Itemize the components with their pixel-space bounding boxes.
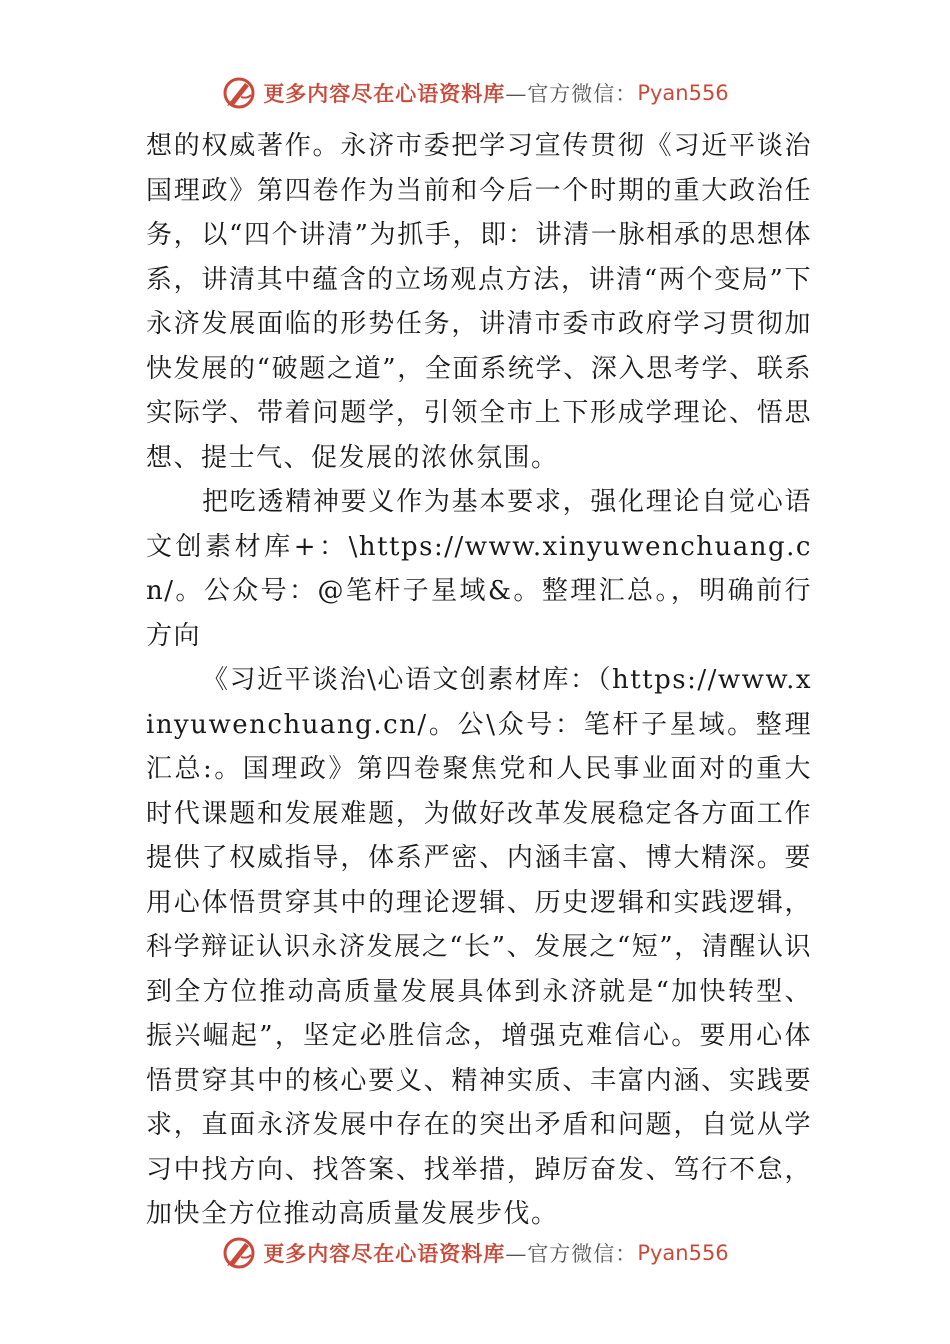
pen-seal-logo-icon xyxy=(221,1235,257,1271)
footer-banner xyxy=(0,1228,950,1278)
paragraph-requirement: 把吃透精神要义作为基本要求，强化理论自觉心语文创素材库+：\https://www.xinyuwenchuang.cn/。公众号：@笔杆子星域&。整理汇总。，明确前行方向 xyxy=(146,487,812,651)
banner-wechat-id: Pyan556 xyxy=(637,1241,729,1265)
document-body xyxy=(146,124,812,1237)
banner-main-text: 更多内容尽在心语资料库 xyxy=(263,1241,506,1266)
banner-main-text: 更多内容尽在心语资料库 xyxy=(263,81,506,106)
banner-sub-text: —官方微信： xyxy=(505,1242,638,1266)
paragraph-continuation: 想的权威著作。永济市委把学习宣传贯彻《习近平谈治国理政》第四卷作为当前和今后一个时期的重大政治任务，以“四个讲清”为抓手，即：讲清一脉相承的思想体系，讲清其中蕴含的立场观点方法，讲清“两个变局”下永济发展面临的形势任务，讲清市委市政府学习贯彻加快发展的“破题之道”，全面系统学、深入思考学、联系实际学、带着问题学，引领全市上下形成学理论、悟思想、提士气、促发展的浓㲻氛围。 xyxy=(146,131,812,473)
header-banner xyxy=(0,68,950,118)
pen-seal-logo-icon xyxy=(221,75,257,111)
banner-wechat-id: Pyan556 xyxy=(637,81,729,105)
banner-sub-text: —官方微信： xyxy=(505,82,638,106)
paragraph-main: 《习近平谈治\心语文创素材库：（https://www.xinyuwenchuang.cn/。公\众号：笔杆子星域。整理汇总:。国理政》第四卷聚焦党和人民事业面对的重大时代课题和发展难题，为做好改革发展稳定各方面工作提供了权威指导，体系严密、内涵丰富、博大精深。要用心体悟贯穿其中的理论逻辑、历史逻辑和实践逻辑，科学辩证认识永济发展之“长”、发展之“短”，清醒认识到全方位推动高质量发展具体到永济就是“加快转型、振兴崛起”，坚定必胜信念，增强克难信心。要用心体悟贯穿其中的核心要义、精神实质、丰富内涵、实践要求，直面永济发展中存在的突出矛盾和问题，自觉从学习中找方向、找答案、找举措，踔厉奋发、笃行不怠，加快全方位推动高质量发展步伐。 xyxy=(146,665,812,1229)
